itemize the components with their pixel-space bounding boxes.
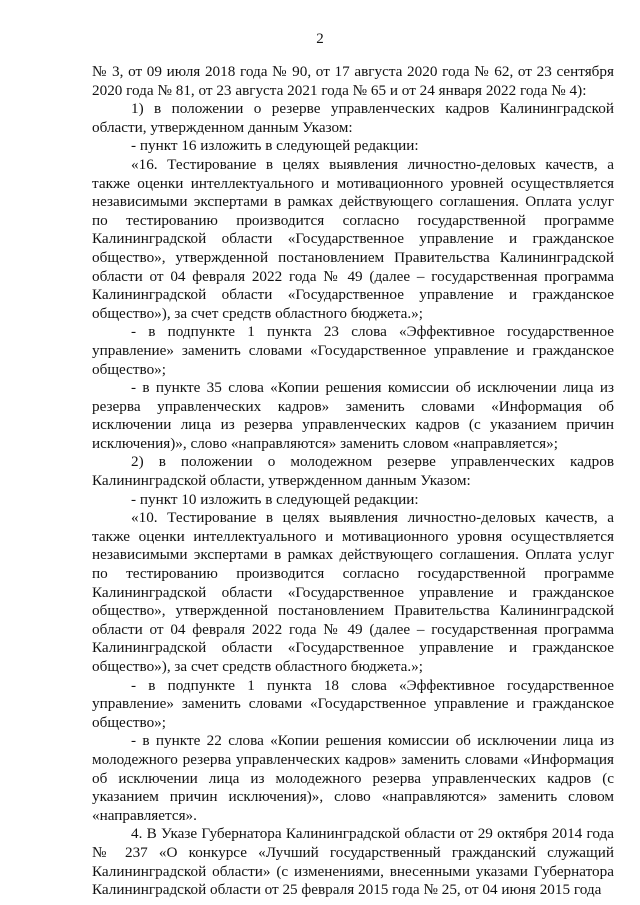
paragraph-item-2: 2) в положении о молодежном резерве управленческих кадров Калининградской области, утвержденном данным Указом: xyxy=(92,453,614,490)
paragraph-point-10-text: «10. Тестирование в целях выявления личностно-деловых качеств, а также оценки интеллектуального и мотивационного уровня осуществляется независимыми экспертами в рамках действующего соглашения. Оплата услуг по тестированию производится согласно государственной программе Калининградской области «Государственное управление и гражданское общество», утвержденной постановлением Правительства Калининградской области от 04 февраля 2022 года № 49 (далее – государственная программа Калининградской области «Государственное управление и гражданское общество»), за счет средств областного бюджета.»; xyxy=(92,509,614,675)
paragraph-item-1: 1) в положении о резерве управленческих кадров Калининградской области, утвержденном данным Указом: xyxy=(92,100,614,136)
paragraph-continuation: № 3, от 09 июля 2018 года № 90, от 17 августа 2020 года № 62, от 23 сентября 2020 года № 81, от 23 августа 2021 года № 65 и от 24 января 2022 года № 4): xyxy=(92,63,614,99)
page-number: 2 xyxy=(316,31,324,47)
paragraph-item-2-point-22: - в пункте 22 слова «Копии решения комиссии об исключении лица из молодежного резерва управленческих кадров» заменить словами «Информация об исключении лица из молодежного резерва управленческих кадров (с указанием причин исключения)», слово «направляются» заменить словом «направляется». xyxy=(92,732,614,824)
paragraph-item-1-point-16: - пункт 16 изложить в следующей редакции: xyxy=(131,137,419,155)
paragraph-item-2-point-18: - в подпункте 1 пункта 18 слова «Эффективное государственное управление» заменить словами «Государственное управление и гражданское общество»; xyxy=(92,676,614,731)
paragraph-item-1-point-23: - в подпункте 1 пункта 23 слова «Эффективное государственное управление» заменить словами «Государственное управление и гражданское общество»; xyxy=(92,323,614,378)
paragraph-section-4: 4. В Указе Губернатора Калининградской области от 29 октября 2014 года № 237 «О конкурсе «Лучший государственный гражданский служащий Калининградской области» (с изменениями, внесенными указами Губернатора Калининградской области от 25 февраля 2015 года № 25, от 04 июня 2015 года xyxy=(92,825,614,899)
document-body xyxy=(92,63,614,900)
paragraph-item-2-point-10: - пункт 10 изложить в следующей редакции: xyxy=(131,490,419,508)
paragraph-point-16-text: «16. Тестирование в целях выявления личностно-деловых качеств, а также оценки интеллектуального и мотивационного уровней осуществляется независимыми экспертами в рамках действующего соглашения. Оплата услуг по тестированию производится согласно государственной программе Калининградской области «Государственное управление и гражданское общество», утвержденной постановлением Правительства Калининградской области от 04 февраля 2022 года № 49 (далее – государственная программа Калининградской области «Государственное управление и гражданское общество»), за счет средств областного бюджета.»; xyxy=(92,155,614,322)
paragraph-item-1-point-35: - в пункте 35 слова «Копии решения комиссии об исключении лица из резерва управленческих кадров» заменить словами «Информация об исключении лица из резерва управленческих кадров (с указанием причин исключения)», слово «направляются» заменить словом «направляется»; xyxy=(92,379,614,452)
